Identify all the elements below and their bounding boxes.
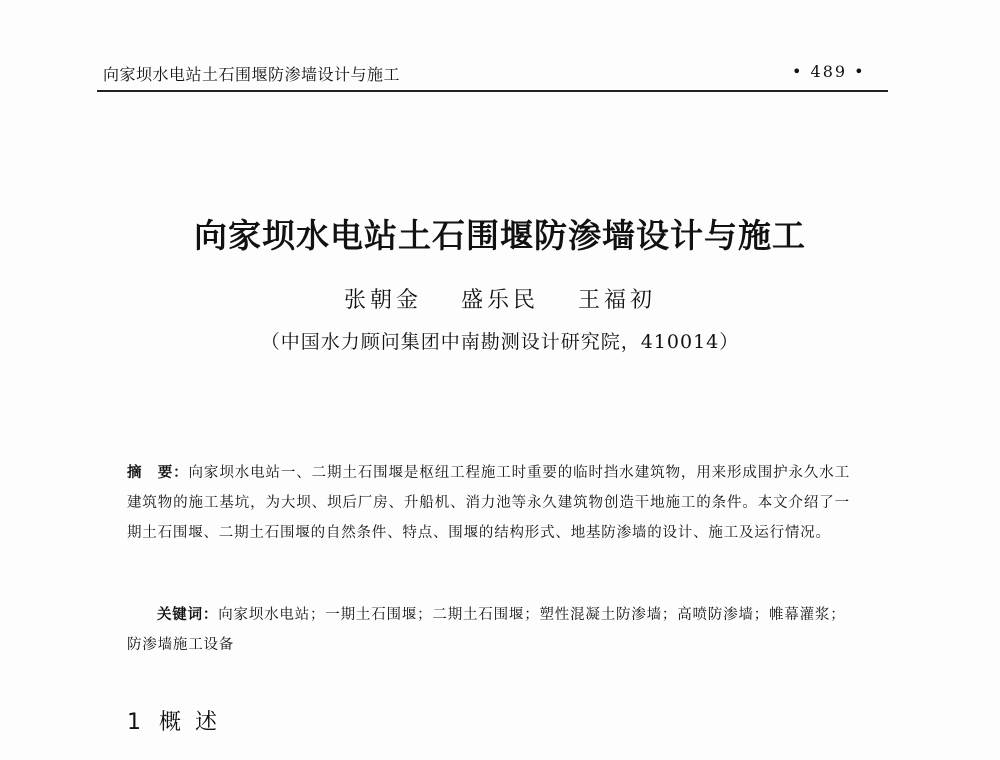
header-rule [97, 90, 888, 92]
keywords-label: 关键词： [157, 607, 219, 623]
author-name: 盛乐民 [460, 288, 539, 313]
author-name: 张朝金 [343, 288, 422, 313]
page-number: • 489 • [792, 62, 866, 81]
section-heading [127, 705, 231, 736]
abstract-label: 摘 要： [127, 465, 189, 481]
section-title: 概述 [159, 710, 232, 735]
author-name: 王福初 [578, 288, 657, 313]
author-affiliation: （中国水力顾问集团中南勘测设计研究院，410014） [260, 331, 740, 353]
abstract [127, 458, 850, 548]
section-number: 1 [127, 710, 143, 735]
author-list [0, 283, 1000, 314]
keywords [127, 600, 850, 660]
running-head: 向家坝水电站土石围堰防渗墙设计与施工 [103, 65, 401, 84]
abstract-text: 向家坝水电站一、二期土石围堰是枢纽工程施工时重要的临时挡水建筑物，用来形成围护永久水工建筑物的施工基坑，为大坝、坝后厂房、升船机、消力池等永久建筑物创造干地施工的条件。本文介绍了一期土石围堰、二期土石围堰的自然条件、特点、围堰的结构形式、地基防渗墙的设计、施工及运行情况。 [127, 465, 850, 541]
article-title: 向家坝水电站土石围堰防渗墙设计与施工 [194, 216, 806, 255]
keywords-text: 向家坝水电站；一期土石围堰；二期土石围堰；塑性混凝土防渗墙；高喷防渗墙；帷幕灌浆；防渗墙施工设备 [127, 607, 846, 653]
